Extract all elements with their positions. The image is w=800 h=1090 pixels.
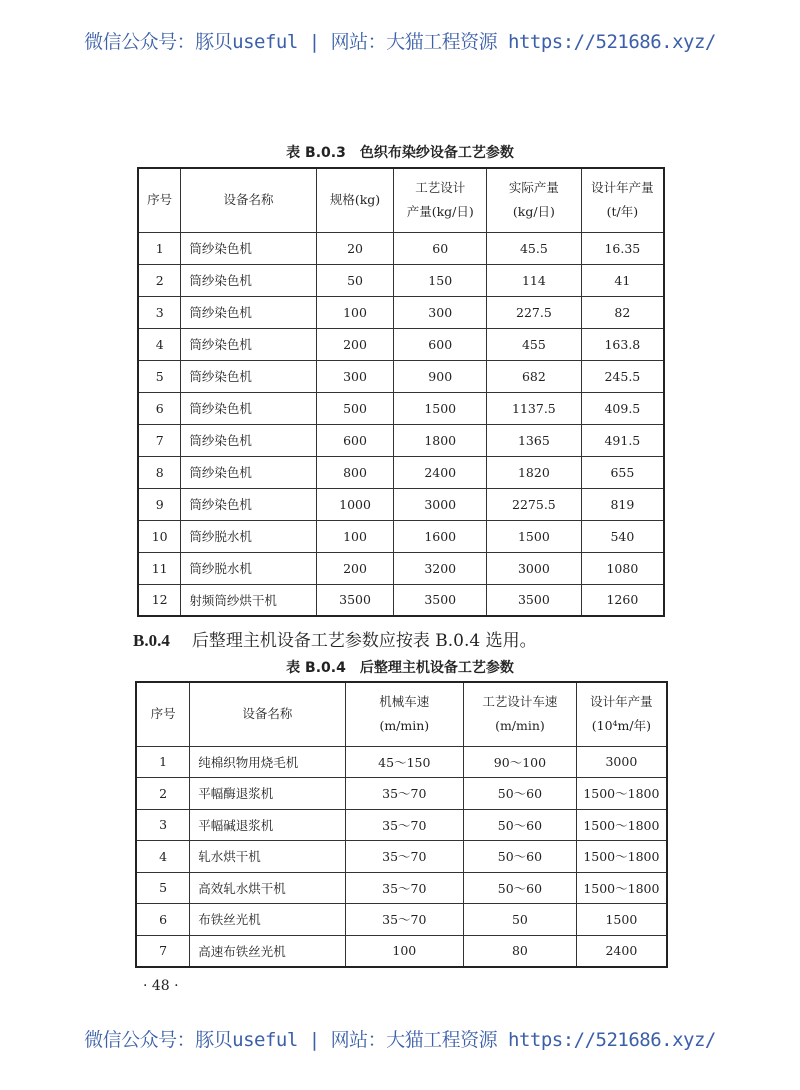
column-header: 序号 xyxy=(136,682,190,746)
table-cell: 筒纱染色机 xyxy=(181,456,316,488)
table-cell: 5 xyxy=(136,872,190,904)
table-cell: 1500 xyxy=(576,904,667,936)
column-header: 工艺设计 产量(kg/日) xyxy=(394,168,487,232)
table-cell: 平幅酶退浆机 xyxy=(190,778,345,810)
table-cell: 高速布铁丝光机 xyxy=(190,935,345,967)
column-header: 工艺设计车速 (m/min) xyxy=(464,682,577,746)
column-header: 设计年产量 (10⁴m/年) xyxy=(576,682,667,746)
table-cell: 4 xyxy=(136,841,190,873)
table-row xyxy=(136,904,667,936)
table-cell: 1500～1800 xyxy=(576,809,667,841)
table-cell: 100 xyxy=(316,520,394,552)
table-row xyxy=(138,264,664,296)
table-cell: 筒纱染色机 xyxy=(181,424,316,456)
table-row xyxy=(138,424,664,456)
table-cell: 高效轧水烘干机 xyxy=(190,872,345,904)
table-cell: 3500 xyxy=(316,584,394,616)
table-cell: 1260 xyxy=(581,584,664,616)
watermark-bottom: 微信公众号：豚贝useful | 网站：大猫工程资源 https://521686.xyz/ xyxy=(84,1029,716,1051)
table-cell: 1500～1800 xyxy=(576,872,667,904)
table-cell: 45.5 xyxy=(487,232,582,264)
table-cell: 筒纱染色机 xyxy=(181,360,316,392)
table-cell: 60 xyxy=(394,232,487,264)
table-cell: 7 xyxy=(138,424,181,456)
table1-caption: 表 B.0.3 色织布染纱设备工艺参数 xyxy=(286,145,514,161)
table-cell: 227.5 xyxy=(487,296,582,328)
table-cell: 轧水烘干机 xyxy=(190,841,345,873)
table-cell: 300 xyxy=(394,296,487,328)
table-row xyxy=(136,935,667,967)
column-header: 设备名称 xyxy=(190,682,345,746)
table-cell: 800 xyxy=(316,456,394,488)
table-cell: 35～70 xyxy=(345,841,464,873)
table-cell: 491.5 xyxy=(581,424,664,456)
table-cell: 4 xyxy=(138,328,181,360)
paragraph-number: B.0.4 xyxy=(133,631,170,650)
table-cell: 1500～1800 xyxy=(576,841,667,873)
table-cell: 500 xyxy=(316,392,394,424)
table-b03 xyxy=(137,167,665,617)
table-cell: 100 xyxy=(316,296,394,328)
table-cell: 2 xyxy=(136,778,190,810)
table-cell: 纯棉织物用烧毛机 xyxy=(190,746,345,778)
table-row xyxy=(136,778,667,810)
table-row xyxy=(136,809,667,841)
table-cell: 600 xyxy=(316,424,394,456)
table-cell: 50～60 xyxy=(464,778,577,810)
table-cell: 114 xyxy=(487,264,582,296)
table-row xyxy=(138,552,664,584)
table-row xyxy=(136,746,667,778)
column-header: 序号 xyxy=(138,168,181,232)
table-cell: 50 xyxy=(464,904,577,936)
table-cell: 2 xyxy=(138,264,181,296)
table-cell: 3500 xyxy=(487,584,582,616)
column-header: 设计年产量 (t/年) xyxy=(581,168,664,232)
table-cell: 8 xyxy=(138,456,181,488)
table-cell: 10 xyxy=(138,520,181,552)
table-cell: 射频筒纱烘干机 xyxy=(181,584,316,616)
table-cell: 1000 xyxy=(316,488,394,520)
table-row xyxy=(138,488,664,520)
table-cell: 80 xyxy=(464,935,577,967)
table-cell: 35～70 xyxy=(345,872,464,904)
table-cell: 819 xyxy=(581,488,664,520)
table-cell: 筒纱染色机 xyxy=(181,296,316,328)
table-cell: 1600 xyxy=(394,520,487,552)
table-cell: 7 xyxy=(136,935,190,967)
table-cell: 3000 xyxy=(576,746,667,778)
table-row xyxy=(138,296,664,328)
table-cell: 3000 xyxy=(394,488,487,520)
table-cell: 3500 xyxy=(394,584,487,616)
page-number: · 48 · xyxy=(143,978,179,994)
table-cell: 9 xyxy=(138,488,181,520)
table-cell: 11 xyxy=(138,552,181,584)
table-row xyxy=(138,456,664,488)
table-cell: 筒纱染色机 xyxy=(181,328,316,360)
column-header: 实际产量 (kg/日) xyxy=(487,168,582,232)
table-cell: 2400 xyxy=(394,456,487,488)
table-row xyxy=(136,841,667,873)
table-cell: 1365 xyxy=(487,424,582,456)
table-cell: 布铁丝光机 xyxy=(190,904,345,936)
table-cell: 2400 xyxy=(576,935,667,967)
table-cell: 600 xyxy=(394,328,487,360)
table-cell: 300 xyxy=(316,360,394,392)
table-cell: 540 xyxy=(581,520,664,552)
table-cell: 1 xyxy=(138,232,181,264)
table-row xyxy=(138,520,664,552)
table-cell: 16.35 xyxy=(581,232,664,264)
table-cell: 35～70 xyxy=(345,904,464,936)
table-cell: 12 xyxy=(138,584,181,616)
table-cell: 90～100 xyxy=(464,746,577,778)
table-cell: 1800 xyxy=(394,424,487,456)
table-cell: 682 xyxy=(487,360,582,392)
table-cell: 2275.5 xyxy=(487,488,582,520)
table-cell: 41 xyxy=(581,264,664,296)
table-row xyxy=(138,232,664,264)
table-cell: 筒纱脱水机 xyxy=(181,520,316,552)
table-cell: 20 xyxy=(316,232,394,264)
table-cell: 平幅碱退浆机 xyxy=(190,809,345,841)
column-header: 设备名称 xyxy=(181,168,316,232)
table-cell: 200 xyxy=(316,328,394,360)
table-cell: 82 xyxy=(581,296,664,328)
table-cell: 筒纱染色机 xyxy=(181,488,316,520)
table-cell: 筒纱脱水机 xyxy=(181,552,316,584)
table-row xyxy=(138,328,664,360)
table-cell: 筒纱染色机 xyxy=(181,264,316,296)
table-cell: 1 xyxy=(136,746,190,778)
paragraph-text: 后整理主机设备工艺参数应按表 B.0.4 选用。 xyxy=(191,631,537,651)
table-cell: 163.8 xyxy=(581,328,664,360)
table-cell: 6 xyxy=(138,392,181,424)
watermark-top: 微信公众号：豚贝useful | 网站：大猫工程资源 https://521686.xyz/ xyxy=(84,31,716,53)
table-cell: 3 xyxy=(138,296,181,328)
column-header: 机械车速 (m/min) xyxy=(345,682,464,746)
table-cell: 50～60 xyxy=(464,841,577,873)
table-cell: 1080 xyxy=(581,552,664,584)
table-cell: 3 xyxy=(136,809,190,841)
table-row xyxy=(138,584,664,616)
table-row xyxy=(136,872,667,904)
table-cell: 3200 xyxy=(394,552,487,584)
table-cell: 1500 xyxy=(394,392,487,424)
table-b04 xyxy=(135,681,668,968)
table-row xyxy=(138,360,664,392)
table-cell: 655 xyxy=(581,456,664,488)
table-cell: 5 xyxy=(138,360,181,392)
table-cell: 1500 xyxy=(487,520,582,552)
table-cell: 1820 xyxy=(487,456,582,488)
table-cell: 50 xyxy=(316,264,394,296)
table-cell: 455 xyxy=(487,328,582,360)
table-cell: 100 xyxy=(345,935,464,967)
table-cell: 35～70 xyxy=(345,809,464,841)
table-cell: 150 xyxy=(394,264,487,296)
table-cell: 45～150 xyxy=(345,746,464,778)
table-cell: 3000 xyxy=(487,552,582,584)
table-cell: 1500～1800 xyxy=(576,778,667,810)
table-cell: 200 xyxy=(316,552,394,584)
table-cell: 900 xyxy=(394,360,487,392)
column-header: 规格(kg) xyxy=(316,168,394,232)
table-cell: 245.5 xyxy=(581,360,664,392)
table-cell: 35～70 xyxy=(345,778,464,810)
table-cell: 1137.5 xyxy=(487,392,582,424)
table-cell: 409.5 xyxy=(581,392,664,424)
table-cell: 50～60 xyxy=(464,809,577,841)
table-cell: 筒纱染色机 xyxy=(181,392,316,424)
table2-caption: 表 B.0.4 后整理主机设备工艺参数 xyxy=(286,660,514,676)
table-cell: 筒纱染色机 xyxy=(181,232,316,264)
table-row xyxy=(138,392,664,424)
paragraph-b04 xyxy=(133,626,537,651)
table-cell: 6 xyxy=(136,904,190,936)
table-cell: 50～60 xyxy=(464,872,577,904)
